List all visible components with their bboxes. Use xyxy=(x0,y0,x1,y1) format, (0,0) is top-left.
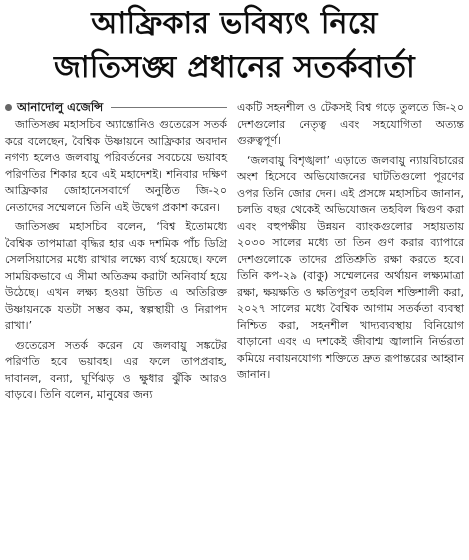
paragraph: জাতিসঙ্ঘ মহাসচিব বলেন, ‘বিশ্ব ইতোমধ্যে বৈশ্বিক তাপমাত্রা বৃদ্ধির হার এক দশমিক পাঁচ ডিগ্রি সেলসিয়াসের মধ্যে রাখার লক্ষ্যে ব্যর্থ হয়েছে। ফলে সাময়িকভাবে এ সীমা অতিক্রম করাটা অনিবার্য হয়ে উঠেছে। এখন লক্ষ্য হওয়া উচিত এ অতিরিক্ত উষ্ণায়নকে যতটা সম্ভব কম, স্বল্পস্থায়ী ও নিরাপদ রাখা।’ xyxy=(5,220,227,332)
byline-source: আনাদোলু এজেন্সি xyxy=(17,100,104,114)
paragraph: জাতিসঙ্ঘ মহাসচিব অ্যান্তোনিও গুতেরেস সতর্ক করে বলেছেন, বৈশ্বিক উষ্ণায়নে আফ্রিকার অবদান নগণ্য হলেও জলবায়ু পরিবর্তনের সবচেয়ে ভয়াবহ পরিণতির শিকার হবে এই মহাদেশই। শনিবার দক্ষিণ আফ্রিকার জোহানেসবার্গে অনুষ্ঠিত জি-২০ নেতাদের সম্মেলনে তিনি এই উদ্বেগ প্রকাশ করেন। xyxy=(5,118,227,214)
byline xyxy=(5,100,227,114)
paragraph: গুতেরেস সতর্ক করেন যে জলবায়ু সঙ্কটের পরিণতি হবে ভয়াবহ। এর ফলে তাপপ্রবাহ, দাবানল, বন্যা, ঘূর্ণিঝড় ও ক্ষুধার ঝুঁকি আরও বাড়বে। তিনি বলেন, মানুষের জন্য xyxy=(5,338,227,401)
bullet-icon xyxy=(5,104,12,111)
headline-line-1: আফ্রিকার ভবিষ্যৎ নিয়ে xyxy=(91,6,378,41)
right-column xyxy=(237,100,464,384)
headline-line-2: জাতিসঙ্ঘ প্রধানের সতর্কবার্তা xyxy=(54,50,415,85)
paragraph: ‘জলবায়ু বিশৃঙ্খলা’ এড়াতে জলবায়ু ন্যায়বিচারের অংশ হিসেবে অভিযোজনের ঘাটতিগুলো পূরণের ওপর তিনি জোর দেন। এই প্রসঙ্গে মহাসচিব জানান, চলতি বছর থেকেই অভিযোজন তহবিল দ্বিগুণ করা এবং বহুপক্ষীয় উন্নয়ন ব্যাংকগুলোর সহায়তায় ২০৩০ সালের মধ্যে তা তিন গুণ করার ব্যাপারে দেশগুলোকে তাদের প্রতিশ্রুতি রক্ষা করতে হবে। তিনি কপ-২৯ (বাকু) সম্মেলনের অর্থায়ন লক্ষ্যমাত্রা রক্ষা, ক্ষয়ক্ষতি ও ক্ষতিপূরণ তহবিল শক্তিশালী করা, ২০২৭ সালের মধ্যে বৈশ্বিক আগাম সতর্কতা ব্যবস্থা নিশ্চিত করা, সহনশীল খাদ্যব্যবস্থায় বিনিয়োগ বাড়ানো এবং এ দশকেই জীবাশ্ম জ্বালানি নির্ভরতা কমিয়ে নবায়নযোগ্য শক্তিতে দ্রুত রূপান্তরের আহ্বান জানান। xyxy=(237,153,464,381)
byline-rule xyxy=(111,107,227,108)
left-column xyxy=(5,100,227,404)
paragraph: একটি সহনশীল ও টেকসই বিশ্ব গড়ে তুলতে জি-২০ দেশগুলোর নেতৃত্ব এবং সহযোগিতা অত্যন্ত গুরুত্বপূর্ণ। xyxy=(237,101,464,147)
